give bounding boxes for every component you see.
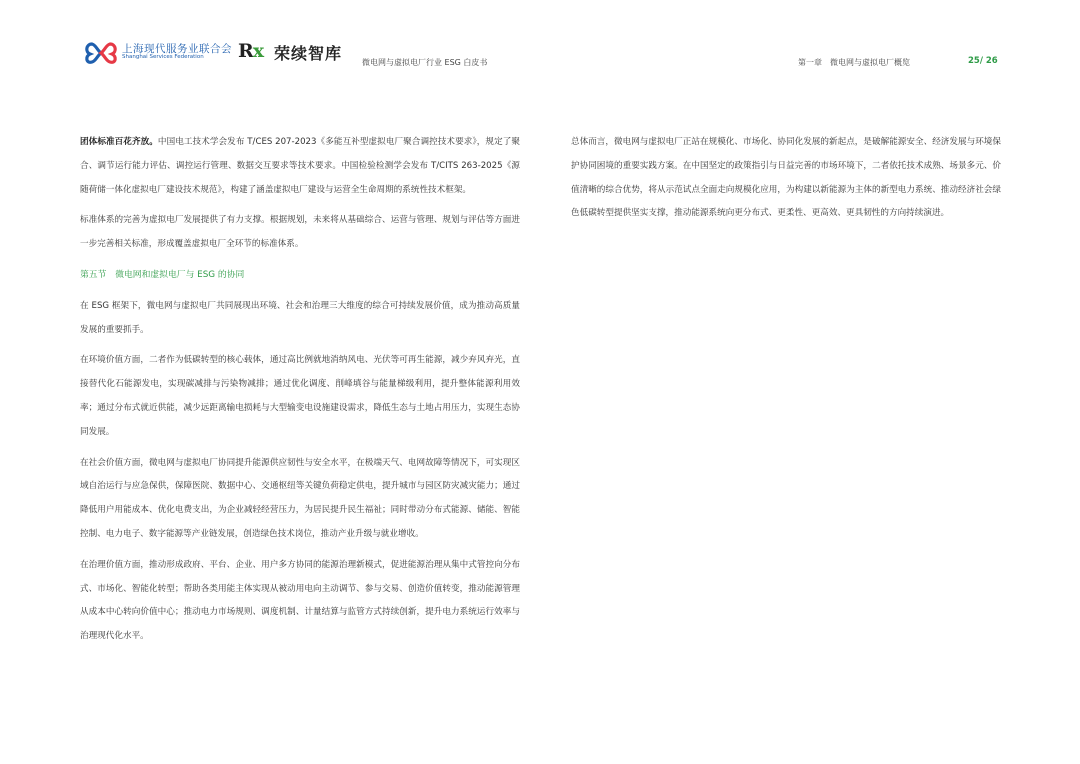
rongxu-mark-icon (238, 40, 263, 62)
ssf-name-cn: 上海现代服务业联合会 (122, 43, 232, 55)
rongxu-mark-x: x (252, 40, 264, 62)
right-column (571, 131, 1001, 233)
paragraph-esg-intro: 在 ESG 框架下，微电网与虚拟电厂共同展现出环境、社会和治理三大维度的综合可持续发展价值，成为推动高质量发展的重要抓手。 (80, 300, 520, 335)
paragraph-conclusion: 总体而言，微电网与虚拟电厂正站在规模化、市场化、协同化发展的新起点，是破解能源安全、经济发展与环境保护协同困境的重要实践方案。在中国坚定的政策指引与日益完善的市场环境下，二者依托技术成熟、场景多元、价值清晰的综合优势，将从示范试点全面走向规模化应用，为构建以新能源为主体的新型电力系统、推动经济社会绿色低碳转型提供坚实支撑，推动能源系统向更分布式、更柔性、更高效、更具韧性的方向持续演进。 (571, 137, 1001, 219)
paragraph-social-value: 在社会价值方面，微电网与虚拟电厂协同提升能源供应韧性与安全水平，在极端天气、电网故障等情况下，可实现区域自治运行与应急保供，保障医院、数据中心、交通枢纽等关键负荷稳定供电，提升城市与园区防灾减灾能力；通过降低用户用能成本、优化电费支出，为企业减轻经营压力，为居民提升民生福祉；同时带动分布式能源、储能、智能控制、电力电子、数字能源等产业链发展，创造绿色技术岗位，推动产业升级与就业增收。 (80, 457, 520, 539)
page-header (0, 0, 1080, 90)
section-heading: 第五节 微电网和虚拟电厂与 ESG 的协同 (80, 269, 245, 280)
page-number: 25/ 26 (968, 56, 998, 66)
paragraph-governance-value: 在治理价值方面，推动形成政府、平台、企业、用户多方协同的能源治理新模式，促进能源治理从集中式管控向分布式、市场化、智能化转型；帮助各类用能主体实现从被动用电向主动调节、参与交易、创造价值转变，推动能源管理从成本中心转向价值中心；推动电力市场规则、调度机制、计量结算与监管方式持续创新，提升电力系统运行效率与治理现代化水平。 (80, 559, 520, 642)
document-title: 微电网与虚拟电厂行业 ESG 白皮书 (362, 58, 488, 67)
chapter-title: 第一章 微电网与虚拟电厂概览 (798, 58, 910, 67)
paragraph-text: 中国电工技术学会发布 T/CES 207-2023《多能互补型虚拟电厂聚合调控技术要求》，规定了聚合、调节运行能力评估、调控运行管理、数据交互要求等技术要求。中国检验检测学会发布 T/CITS 263-2025《源随荷储一体化虚拟电厂建设技术规范》，构建了涵盖虚拟电厂建设与运营全生命周期的系统性技术框架。 (80, 137, 520, 195)
ssf-logo (84, 40, 232, 68)
paragraph-standard-system: 标准体系的完善为虚拟电厂发展提供了有力支撑。根据规划，未来将从基础综合、运营与管理、规划与评估等方面进一步完善相关标准，形成覆盖虚拟电厂全环节的标准体系。 (80, 215, 520, 250)
rongxu-name: 荣续智库 (274, 44, 343, 63)
paragraph-lead-bold: 团体标准百花齐放。 (80, 137, 158, 147)
paragraph-group-standards (80, 131, 520, 202)
left-column (80, 131, 520, 656)
paragraph-environmental-value: 在环境价值方面，二者作为低碳转型的核心载体，通过高比例就地消纳风电、光伏等可再生能源，减少弃风弃光，直接替代化石能源发电，实现碳减排与污染物减排；通过优化调度、削峰填谷与能量梯级利用，提升整体能源利用效率；通过分布式就近供能，减少远距离输电损耗与大型输变电设施建设需求，降低生态与土地占用压力，实现生态协同发展。 (80, 355, 520, 437)
ssf-name-en: Shanghai Services Federation (122, 54, 204, 60)
rongxu-mark-r: R (238, 40, 253, 62)
ssf-emblem-icon (84, 40, 118, 66)
